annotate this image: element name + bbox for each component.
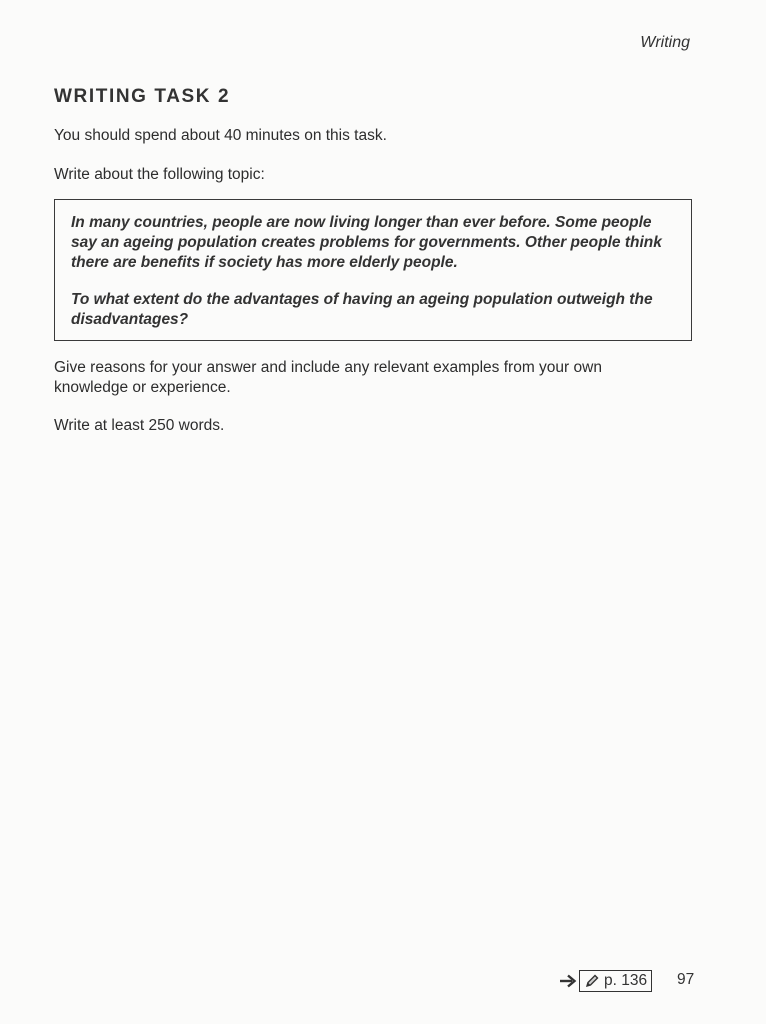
topic-box (54, 199, 692, 341)
page-reference (557, 970, 652, 992)
word-count-instruction: Write at least 250 words. (54, 417, 225, 434)
section-label: Writing (640, 34, 690, 51)
page-reference-text: p. 136 (604, 972, 648, 989)
reasons-instruction: Give reasons for your answer and include any relevant examples from your own knowledge or experience. (54, 359, 602, 396)
page-number: 97 (677, 971, 695, 988)
pencil-icon (583, 972, 601, 990)
prompt-statement: In many countries, people are now living longer than ever before. Some people say an ageing population creates problems for governments. Other people think there are benefits if society has more elderly people. (71, 214, 662, 271)
page-reference-box (579, 970, 652, 992)
topic-intro: Write about the following topic: (54, 166, 265, 183)
time-instruction: You should spend about 40 minutes on this task. (54, 127, 387, 144)
arrow-right-icon (557, 971, 579, 991)
prompt-question: To what extent do the advantages of having an ageing population outweigh the disadvantages? (71, 291, 653, 328)
task-heading: WRITING TASK 2 (54, 86, 231, 107)
